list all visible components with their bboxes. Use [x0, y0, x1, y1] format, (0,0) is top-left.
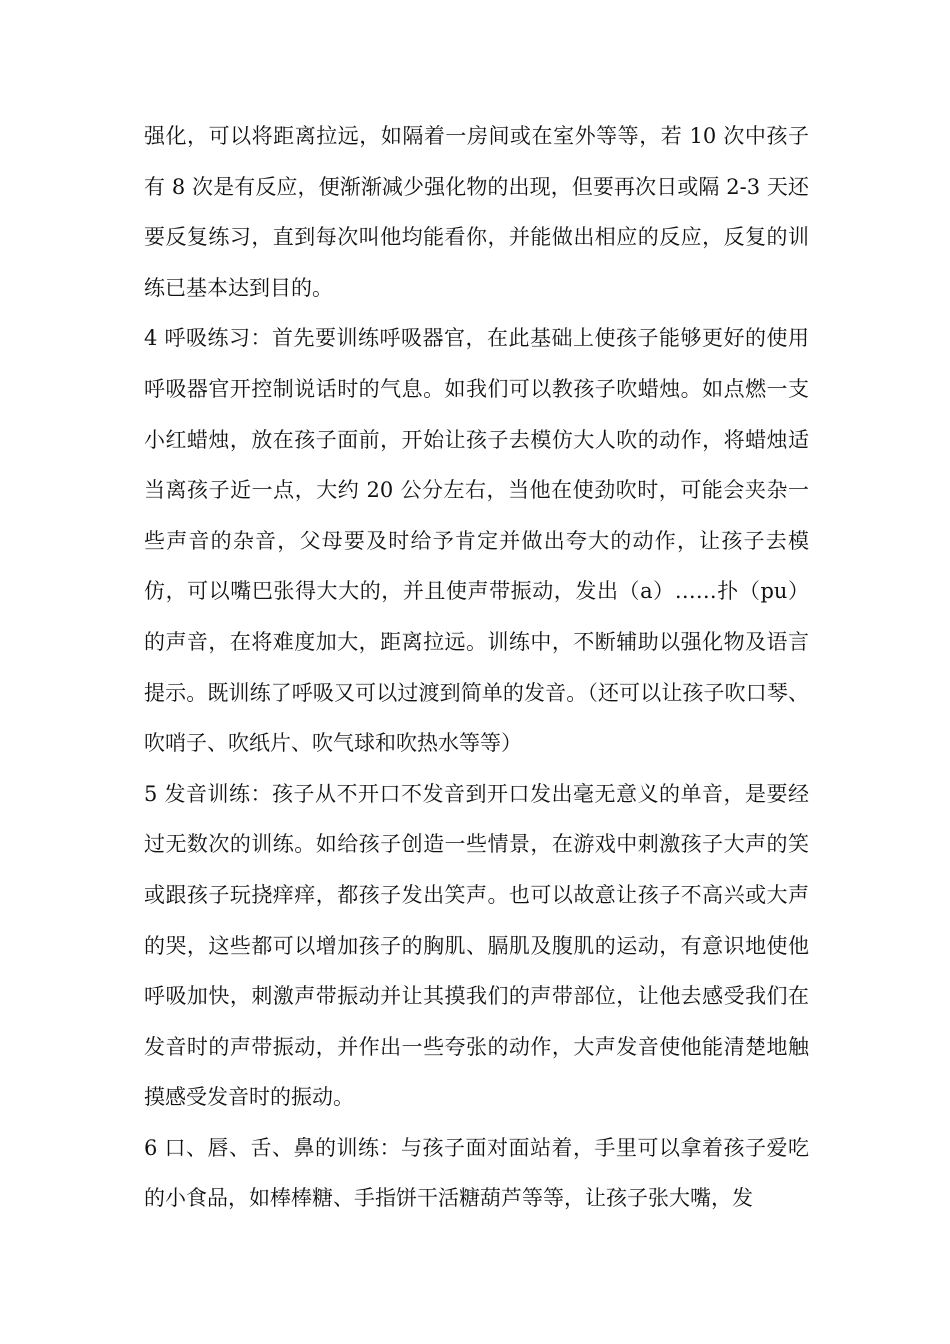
paragraph-mouth-lip-tongue-nose-training: 6 口、唇、舌、鼻的训练：与孩子面对面站着，手里可以拿着孩子爱吃的小食品，如棒棒糖、手指饼干活糖葫芦等等，让孩子张大嘴，发 [144, 1135, 809, 1211]
paragraph-pronunciation-training: 5 发音训练：孩子从不开口不发音到开口发出毫无意义的单音，是要经过无数次的训练。如给孩子创造一些情景，在游戏中刺激孩子大声的笑或跟孩子玩挠痒痒，都孩子发出笑声。也可以故意让孩子不高兴或大声的哭，这些都可以增加孩子的胸肌、膈肌及腹肌的运动，有意识地使他呼吸加快，刺激声带振动并让其摸我们的声带部位，让他去感受我们在发音时的声带振动，并作出一些夸张的动作，大声发音使他能清楚地触摸感受发音时的振动。 [144, 781, 809, 1110]
paragraph-breathing-practice: 4 呼吸练习：首先要训练呼吸器官，在此基础上使孩子能够更好的使用呼吸器官开控制说话时的气息。如我们可以教孩子吹蜡烛。如点燃一支小红蜡烛，放在孩子面前，开始让孩子去模仿大人吹的动作，将蜡烛适当离孩子近一点，大约 20 公分左右，当他在使劲吹时，可能会夹杂一些声音的杂音，父母要及时给予肯定并做出夸大的动作，让孩子去模仿，可以嘴巴张得大大的，并且使声带振动，发出（a）……扑（pu）的声音，在将难度加大，距离拉远。训练中，不断辅助以强化物及语言提示。既训练了呼吸又可以过渡到简单的发音。（还可以让孩子吹口琴、吹哨子、吹纸片、吹气球和吹热水等等） [144, 326, 809, 756]
paragraph-reinforcement: 强化，可以将距离拉远，如隔着一房间或在室外等等，若 10 次中孩子有 8 次是有反应，便渐渐减少强化物的出现，但要再次日或隔 2-3 天还要反复练习，直到每次叫他均能看你，并能做出相应的反应，反复的训练已基本达到目的。 [144, 124, 809, 300]
document-body [144, 111, 809, 1224]
